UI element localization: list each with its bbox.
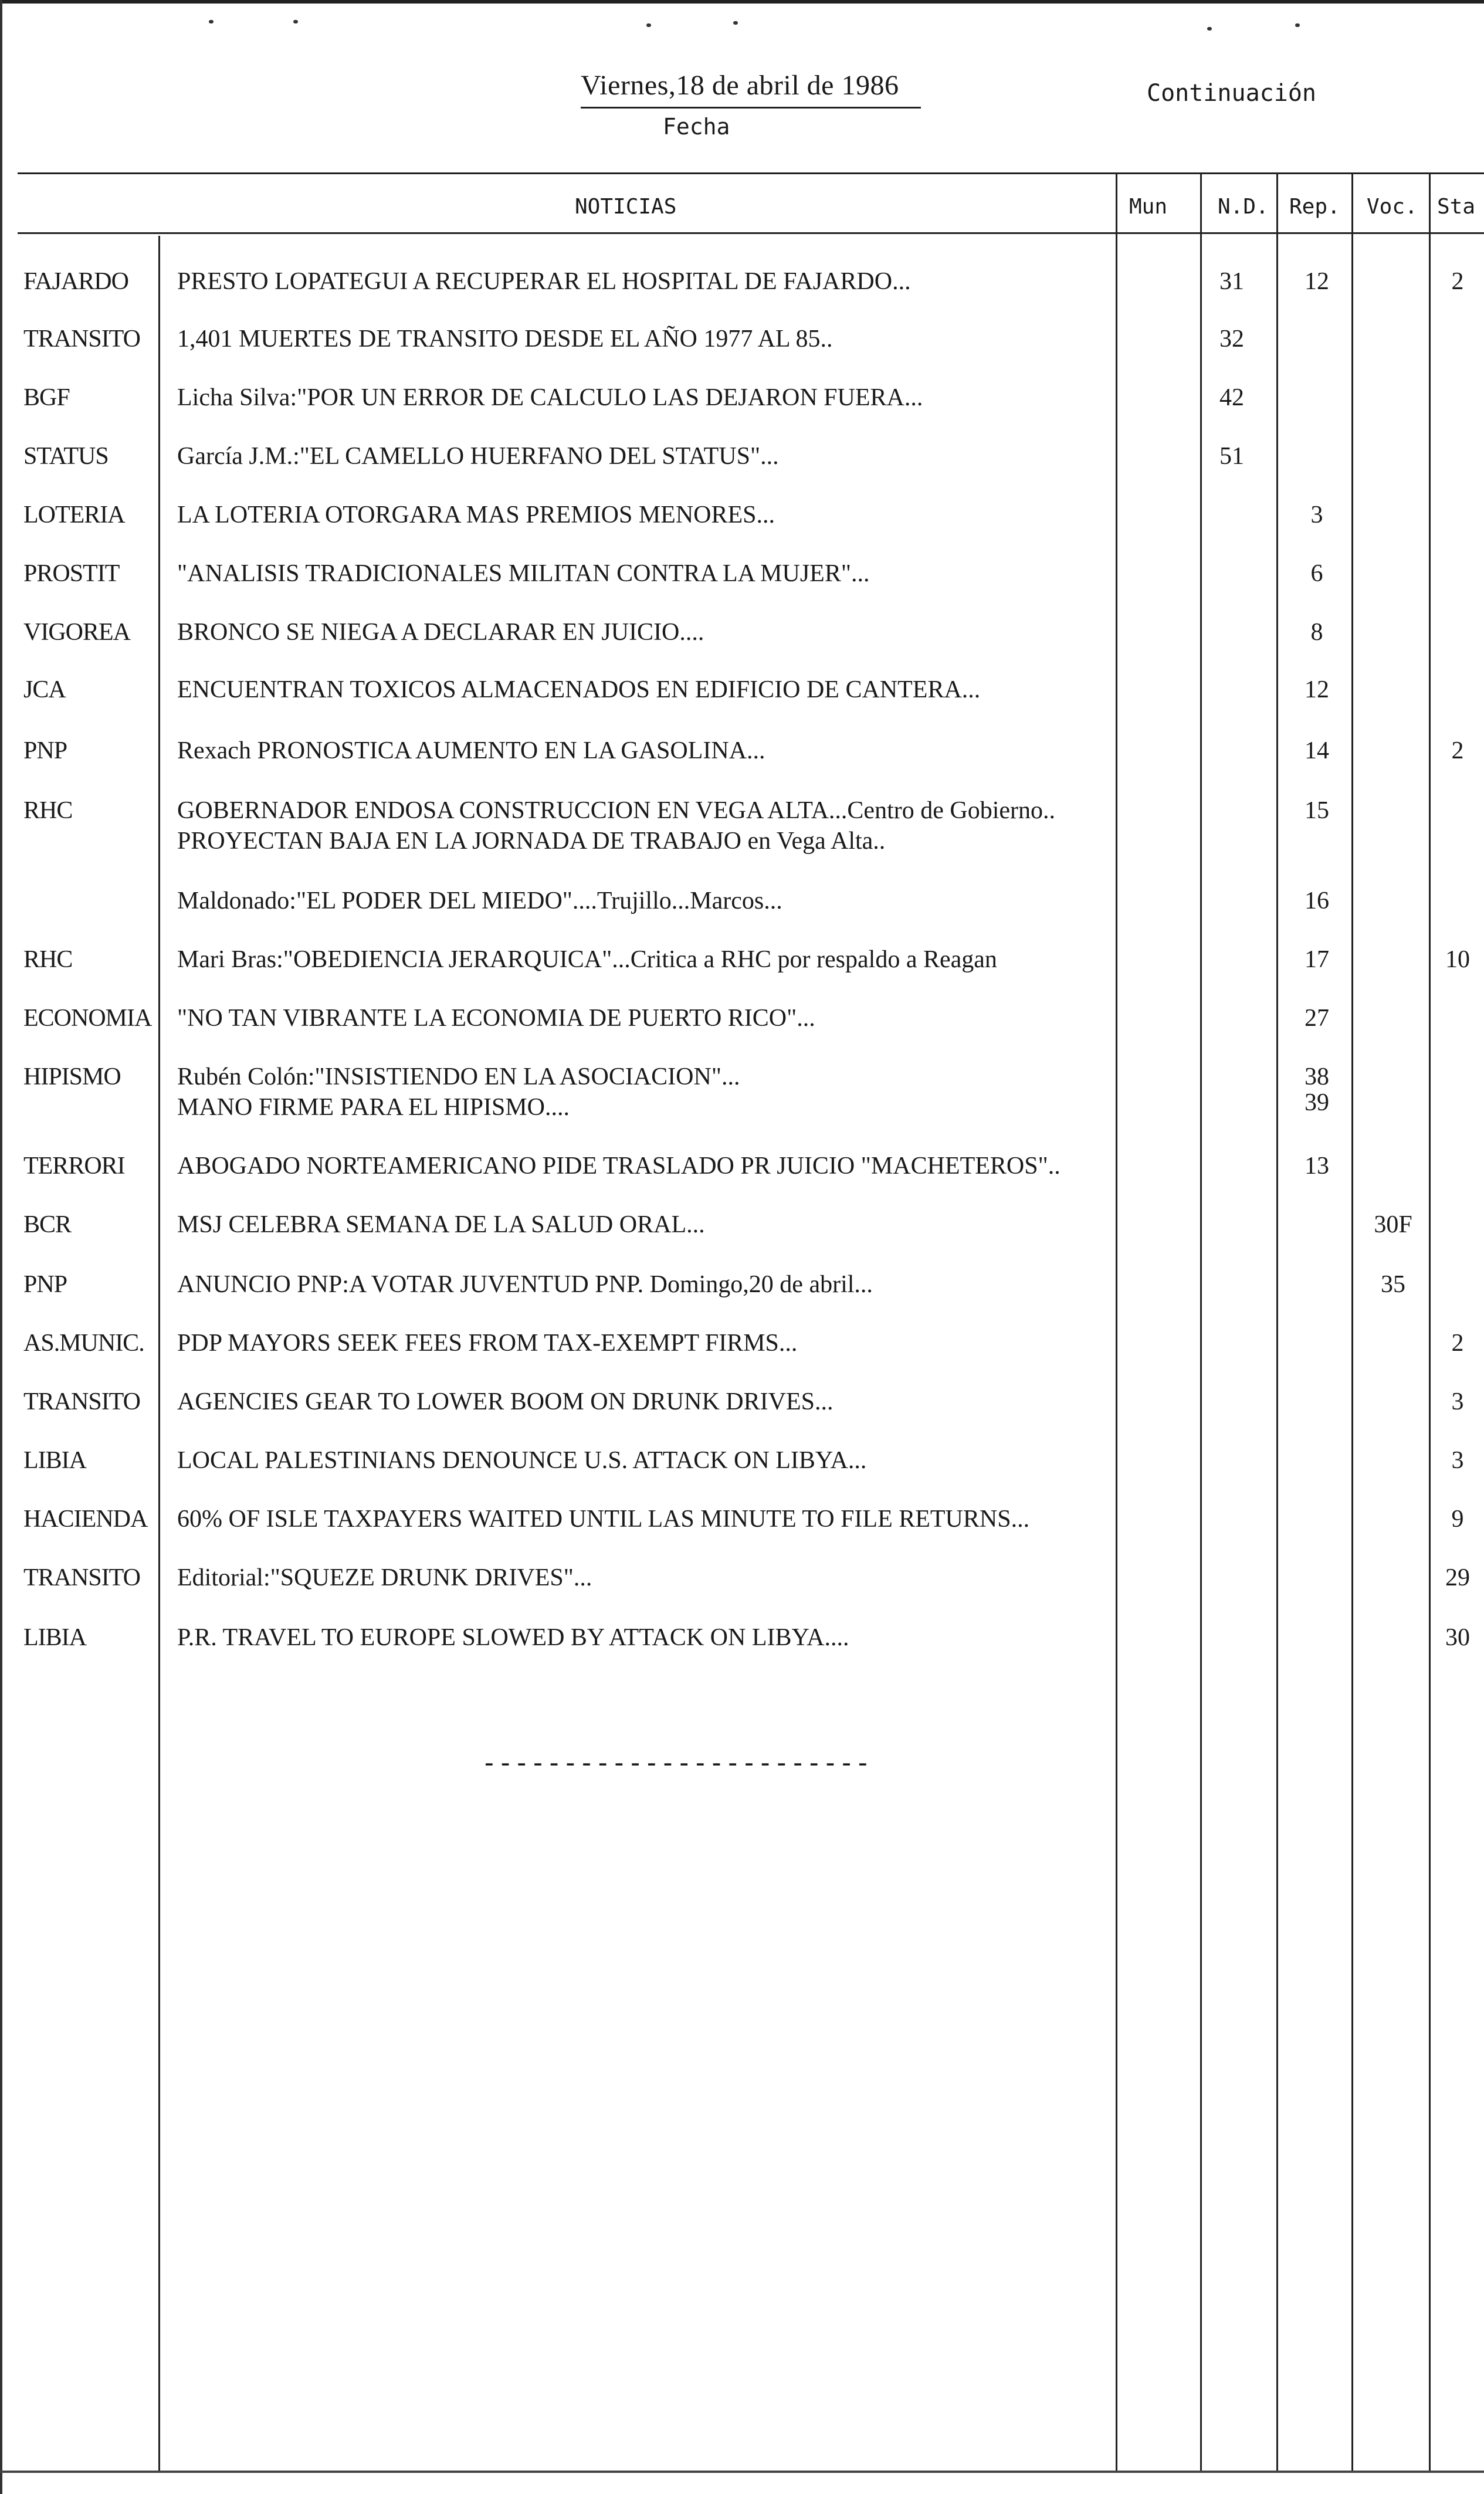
row-rep-page: 3 (1310, 501, 1323, 528)
row-category: HIPISMO (23, 1063, 121, 1090)
row-category: TRANSITO (23, 326, 140, 353)
row-headline: GOBERNADOR ENDOSA CONSTRUCCION EN VEGA ALTA...Centro de Gobierno.. (177, 797, 1055, 824)
row-sta-page: 2 (1451, 1330, 1464, 1357)
row-sta-page: 2 (1451, 737, 1464, 764)
row-voc-page: 30F (1374, 1211, 1412, 1238)
row-category: PNP (23, 737, 67, 764)
row-rep-page: 6 (1310, 560, 1323, 587)
row-category: LIBIA (23, 1447, 86, 1474)
row-rep-page: 27 (1305, 1005, 1329, 1032)
row-category: LOTERIA (23, 501, 125, 528)
row-category: VIGOREA (23, 619, 130, 646)
column-header-rep: Rep. (1289, 195, 1340, 219)
column-header-voc: Voc. (1367, 195, 1418, 219)
column-header-nd: N.D. (1218, 195, 1269, 219)
row-category: STATUS (23, 443, 109, 470)
column-divider-sta (1429, 172, 1431, 2471)
row-headline: Maldonado:"EL PODER DEL MIEDO"....Trujillo...Marcos... (177, 887, 782, 914)
column-divider-nd (1200, 172, 1202, 2471)
row-category: JCA (23, 676, 66, 703)
row-nd-page: 42 (1219, 384, 1244, 411)
row-category: BGF (23, 384, 70, 411)
column-divider-mun (1116, 172, 1117, 2471)
row-rep-page: 13 (1305, 1153, 1329, 1180)
row-nd-page: 32 (1219, 326, 1244, 353)
row-sta-page: 30 (1445, 1624, 1470, 1651)
scan-mark (646, 23, 651, 27)
scan-mark (1207, 27, 1212, 31)
page-left-edge (0, 0, 2, 2494)
column-header-sta: Sta (1437, 195, 1476, 219)
scan-mark (1295, 23, 1300, 27)
row-sta-page: 29 (1445, 1564, 1470, 1591)
column-divider-rep (1276, 172, 1278, 2471)
scan-mark (293, 20, 298, 23)
row-category: PNP (23, 1271, 67, 1298)
row-rep-page: 16 (1305, 887, 1329, 914)
row-headline: ABOGADO NORTEAMERICANO PIDE TRASLADO PR JUICIO "MACHETEROS".. (177, 1153, 1061, 1180)
row-headline: PRESTO LOPATEGUI A RECUPERAR EL HOSPITAL DE FAJARDO... (177, 268, 911, 295)
continuation-label: Continuación (1147, 80, 1316, 107)
column-divider-category (158, 236, 160, 2471)
row-headline: Rubén Colón:"INSISTIENDO EN LA ASOCIACION"... (177, 1063, 740, 1090)
row-rep-page: 17 (1305, 946, 1329, 973)
row-rep-page: 15 (1305, 797, 1329, 824)
row-category: HACIENDA (23, 1506, 148, 1533)
row-headline: ANUNCIO PNP:A VOTAR JUVENTUD PNP. Domingo,20 de abril... (177, 1271, 873, 1298)
row-headline: P.R. TRAVEL TO EUROPE SLOWED BY ATTACK ON LIBYA.... (177, 1624, 849, 1651)
row-headline: 60% OF ISLE TAXPAYERS WAITED UNTIL LAS MINUTE TO FILE RETURNS... (177, 1506, 1030, 1533)
column-header-noticias: NOTICIAS (575, 195, 677, 219)
row-category: PROSTIT (23, 560, 120, 587)
row-category: RHC (23, 797, 73, 824)
row-category: FAJARDO (23, 268, 128, 295)
row-category: LIBIA (23, 1624, 86, 1651)
row-sta-page: 3 (1451, 1388, 1464, 1415)
row-rep-page: 12 (1305, 268, 1329, 295)
row-rep-page: 12 (1305, 676, 1329, 703)
row-voc-page: 35 (1381, 1271, 1405, 1298)
row-headline: BRONCO SE NIEGA A DECLARAR EN JUICIO.... (177, 619, 704, 646)
row-headline: Licha Silva:"POR UN ERROR DE CALCULO LAS DEJARON FUERA... (177, 384, 923, 411)
row-category: ECONOMIA (23, 1005, 152, 1032)
table-header-rule (18, 232, 1484, 234)
row-headline: Mari Bras:"OBEDIENCIA JERARQUICA"...Critica a RHC por respaldo a Reagan (177, 946, 997, 973)
scan-mark (733, 21, 738, 25)
row-sta-page: 2 (1451, 268, 1464, 295)
row-headline: MANO FIRME PARA EL HIPISMO.... (177, 1094, 570, 1121)
row-headline: LOCAL PALESTINIANS DENOUNCE U.S. ATTACK ON LIBYA... (177, 1447, 867, 1474)
row-category: BCR (23, 1211, 72, 1238)
row-headline: "ANALISIS TRADICIONALES MILITAN CONTRA LA MUJER"... (177, 560, 870, 587)
row-headline: 1,401 MUERTES DE TRANSITO DESDE EL AÑO 1977 AL 85.. (177, 326, 833, 353)
footer-divider: ------------------------ (481, 1747, 871, 1778)
row-sta-page: 3 (1451, 1447, 1464, 1474)
row-sta-page: 10 (1445, 946, 1470, 973)
row-headline: García J.M.:"EL CAMELLO HUERFANO DEL STATUS"... (177, 443, 779, 470)
row-category: TRANSITO (23, 1388, 140, 1415)
row-headline: PROYECTAN BAJA EN LA JORNADA DE TRABAJO en Vega Alta.. (177, 828, 886, 855)
row-headline: AGENCIES GEAR TO LOWER BOOM ON DRUNK DRIVES... (177, 1388, 834, 1415)
row-rep-page: 14 (1305, 737, 1329, 764)
page-bottom-edge (0, 2471, 1484, 2473)
row-rep-page: 38 (1305, 1063, 1329, 1090)
column-header-mun: Mun (1129, 195, 1168, 219)
page-top-edge (0, 0, 1484, 4)
row-category: TRANSITO (23, 1564, 140, 1591)
row-category: TERRORI (23, 1153, 125, 1180)
table-top-rule (18, 172, 1484, 174)
row-headline: Editorial:"SQUEZE DRUNK DRIVES"... (177, 1564, 592, 1591)
row-nd-page: 51 (1219, 443, 1244, 470)
row-rep-page: 8 (1310, 619, 1323, 646)
scan-mark (209, 20, 214, 23)
row-headline: ENCUENTRAN TOXICOS ALMACENADOS EN EDIFICIO DE CANTERA... (177, 676, 981, 703)
date-text: Viernes,18 de abril de 1986 (581, 70, 899, 101)
date-label: Fecha (663, 114, 730, 140)
row-category: AS.MUNIC. (23, 1330, 144, 1357)
row-sta-page: 9 (1451, 1506, 1464, 1533)
row-nd-page: 31 (1219, 268, 1244, 295)
row-headline: Rexach PRONOSTICA AUMENTO EN LA GASOLINA... (177, 737, 765, 764)
date-underline (581, 107, 921, 109)
row-headline: LA LOTERIA OTORGARA MAS PREMIOS MENORES... (177, 501, 775, 528)
row-category: RHC (23, 946, 73, 973)
row-headline: MSJ CELEBRA SEMANA DE LA SALUD ORAL... (177, 1211, 705, 1238)
row-headline: "NO TAN VIBRANTE LA ECONOMIA DE PUERTO RICO"... (177, 1005, 815, 1032)
row-rep-page: 39 (1305, 1089, 1329, 1116)
row-headline: PDP MAYORS SEEK FEES FROM TAX-EXEMPT FIRMS... (177, 1330, 798, 1357)
